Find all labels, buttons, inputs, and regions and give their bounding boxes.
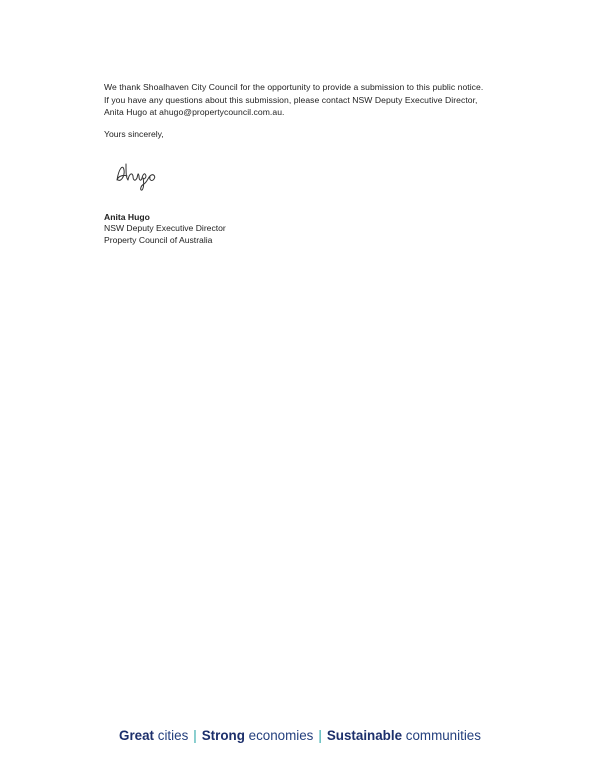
tagline-economies: economies	[248, 728, 314, 743]
closing-salutation: Yours sincerely,	[104, 129, 164, 139]
contact-paragraph-line-1: If you have any questions about this submission, please contact NSW Deputy Executive Director,	[104, 94, 478, 105]
tagline-communities: communities	[405, 728, 481, 743]
letter-body	[104, 81, 524, 119]
thanks-paragraph: We thank Shoalhaven City Council for the opportunity to provide a submission to this public notice.	[104, 82, 484, 92]
tagline-separator-2: |	[318, 728, 322, 743]
tagline-separator-1: |	[193, 728, 197, 743]
signatory-title: NSW Deputy Executive Director	[104, 223, 226, 234]
tagline-cities: cities	[157, 728, 189, 743]
signatory-name: Anita Hugo	[104, 212, 150, 222]
signatory-block	[104, 212, 226, 246]
signatory-organisation: Property Council of Australia	[104, 234, 213, 245]
signature-image	[114, 158, 164, 198]
tagline-strong: Strong	[201, 728, 245, 743]
tagline-great: Great	[119, 728, 155, 743]
contact-paragraph-line-2: Anita Hugo at ahugo@propertycouncil.com.au.	[104, 107, 285, 118]
tagline-sustainable: Sustainable	[326, 728, 403, 743]
handwritten-signature	[114, 158, 164, 198]
footer-tagline	[0, 727, 600, 745]
